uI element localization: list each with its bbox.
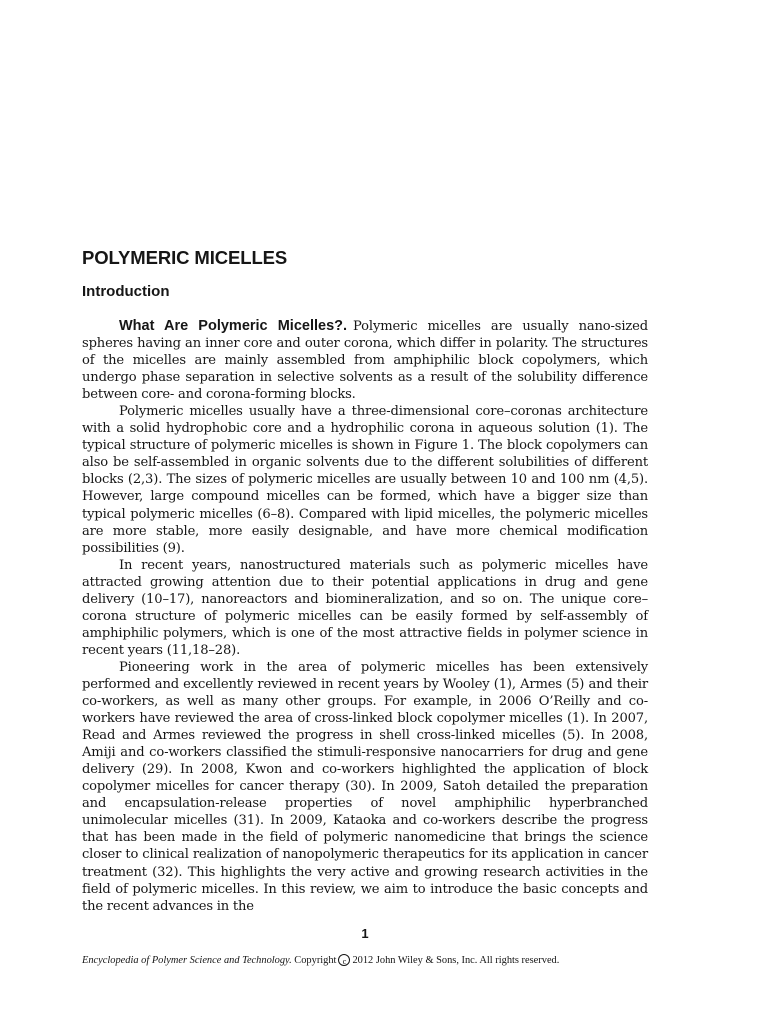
footer-citation	[82, 954, 559, 966]
article-body	[82, 318, 648, 915]
copyright-icon: c	[338, 954, 350, 966]
page-number: 1	[361, 926, 369, 941]
footer-copyright-word: Copyright	[294, 955, 337, 966]
paragraph-1	[82, 318, 648, 403]
subsection-heading: What Are Polymeric Micelles?.	[119, 318, 348, 334]
article-title: POLYMERIC MICELLES	[82, 247, 288, 268]
footer-journal: Encyclopedia of Polymer Science and Technology.	[82, 955, 292, 966]
paragraph-4: Pioneering work in the area of polymeric micelles has been extensively performed and excellently reviewed in recent years by Wooley (1), Armes (5) and their co-workers, as well as many other groups. For example, in 2006 O’Reilly and co-workers have reviewed the area of cross-linked block copolymer micelles (1). In 2007, Read and Armes reviewed the progress in shell cross-linked micelles (5). In 2008, Amiji and co-workers classified the stimuli-responsive nanocarriers for drug and gene delivery (29). In 2008, Kwon and co-workers highlighted the application of block copolymer micelles for cancer therapy (30). In 2009, Satoh detailed the preparation and encapsulation-release properties of novel amphiphilic hyperbranched unimolecular micelles (31). In 2009, Kataoka and co-workers describe the progress that has been made in the field of polymeric nanomedicine that brings the science closer to clinical realization of nanopolymeric therapeutics for its application in cancer treatment (32). This highlights the very active and growing research activities in the field of polymeric micelles. In this review, we aim to introduce the basic concepts and the recent advances in the	[82, 659, 648, 914]
paragraph-1-text: Polymeric micelles are usually nano-sized spheres having an inner core and outer corona, which differ in polarity. The structures of the micelles are mainly assembled from amphiphilic block copolymers, which undergo phase separation in selective solvents as a result of the solubility difference between core- and corona-forming blocks.	[82, 319, 648, 403]
paragraph-3: In recent years, nanostructured materials such as polymeric micelles have attracted growing attention due to their potential applications in drug and gene delivery (10–17), nanoreactors and biomineralization, and so on. The unique core–corona structure of polymeric micelles can be easily formed by self-assembly of amphiphilic polymers, which is one of the most attractive fields in polymer science in recent years (11,18–28).	[82, 557, 648, 658]
section-heading: Introduction	[82, 283, 170, 300]
paragraph-2: Polymeric micelles usually have a three-dimensional core–coronas architecture with a solid hydrophobic core and a hydrophilic corona in aqueous solution (1). The typical structure of polymeric micelles is shown in Figure 1. The block copolymers can also be self-assembled in organic solvents due to the different solubilities of different blocks (2,3). The sizes of polymeric micelles are usually between 10 and 100 nm (4,5). However, large compound micelles can be formed, which have a bigger size than typical polymeric micelles (6–8). Compared with lipid micelles, the polymeric micelles are more stable, more easily designable, and have more chemical modification possibilities (9).	[82, 404, 648, 556]
footer-rights: 2012 John Wiley & Sons, Inc. All rights reserved.	[352, 955, 560, 966]
